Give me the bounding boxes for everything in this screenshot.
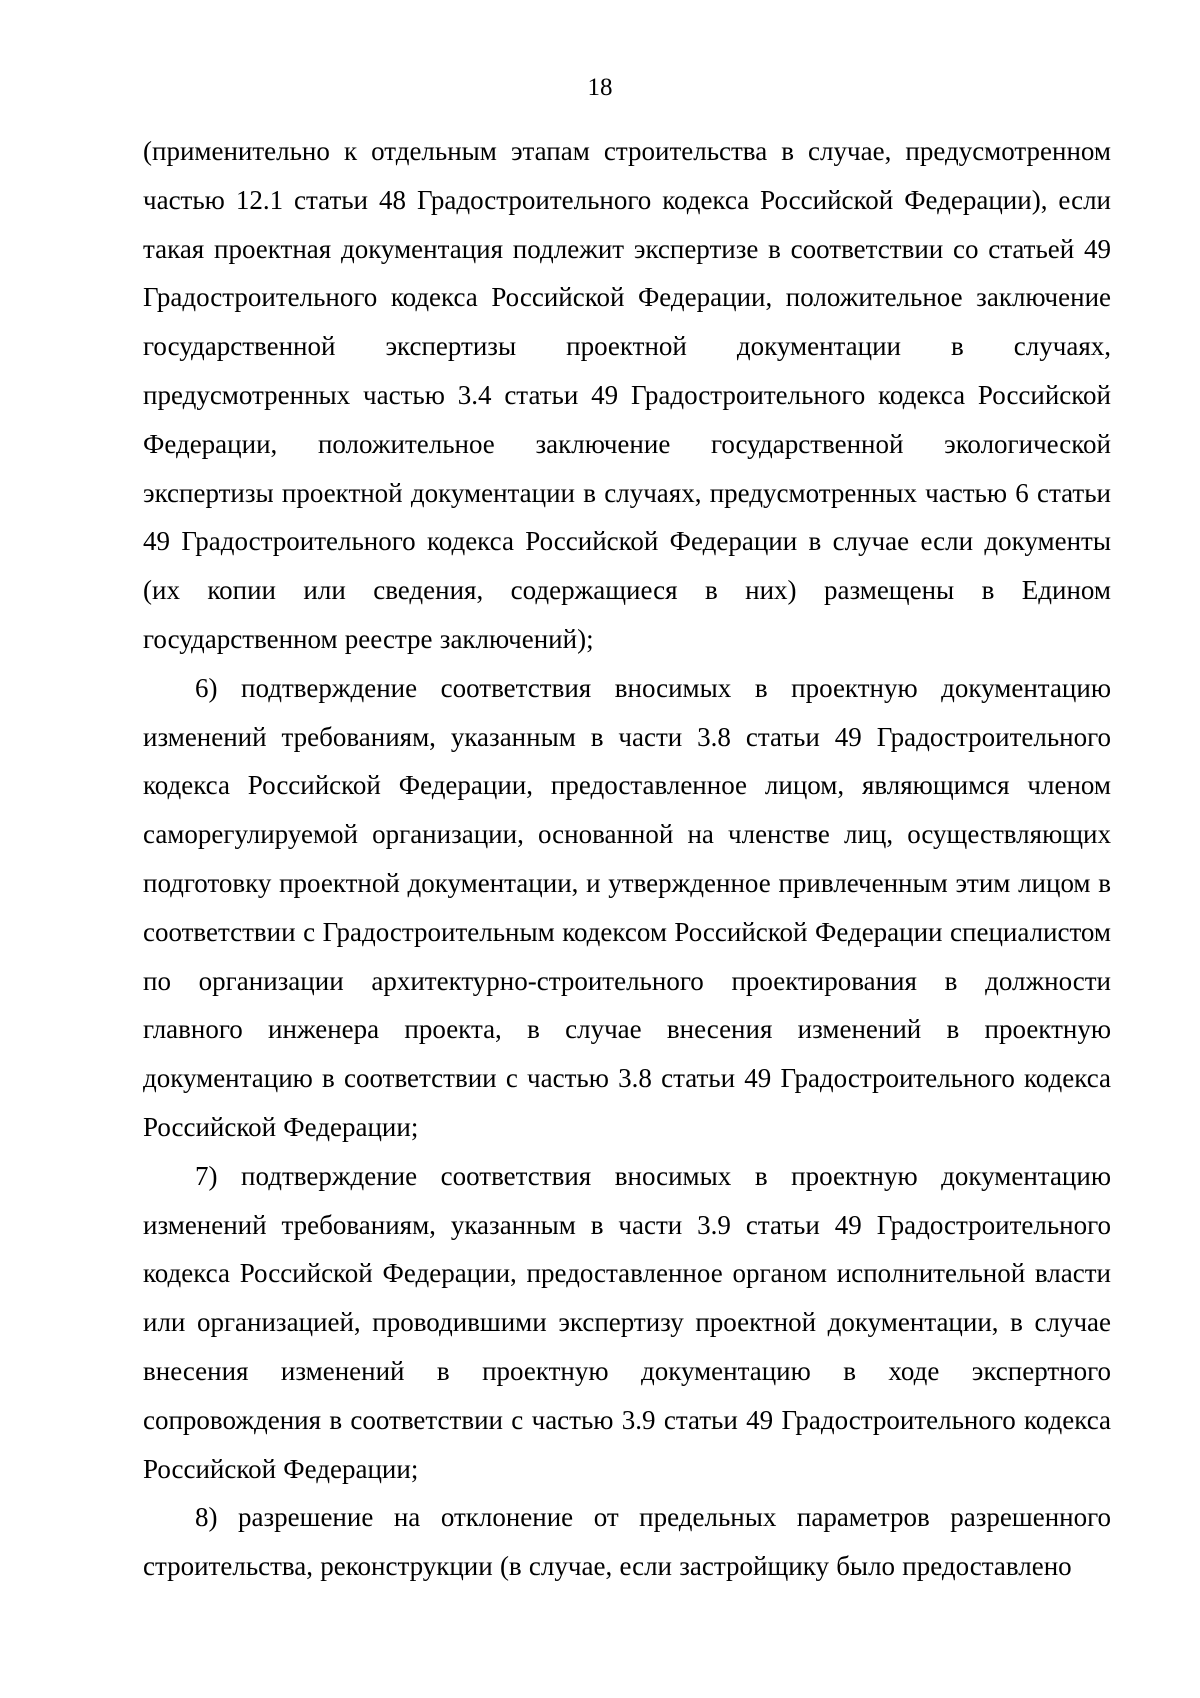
paragraph-item-6: 6) подтверждение соответствия вносимых в проектную документацию изменений требованиям, указанным в части 3.8 статьи 49 Градостроительного кодекса Российской Федерации, предоставленное лицом, являющимся членом саморегулируемой организации, основанной на членстве лиц, осуществляющих подготовку проектной документации, и утвержденное привлеченным этим лицом в соответствии с Градостроительным кодексом Российской Федерации специалистом по организации архитектурно-строительного проектирования в должности главного инженера проекта, в случае внесения изменений в проектную документацию в соответствии с частью 3.8 статьи 49 Градостроительного кодекса Российской Федерации; bbox=[143, 672, 1111, 1142]
paragraph-item-7: 7) подтверждение соответствия вносимых в проектную документацию изменений требованиям, указанным в части 3.9 статьи 49 Градостроительного кодекса Российской Федерации, предоставленное органом исполнительной власти или организацией, проводившими экспертизу проектной документации, в случае внесения изменений в проектную документацию в ходе экспертного сопровождения в соответствии с частью 3.9 статьи 49 Градостроительного кодекса Российской Федерации; bbox=[143, 1160, 1111, 1484]
paragraph-continuation: (применительно к отдельным этапам строительства в случае, предусмотренном частью 12.1 статьи 48 Градостроительного кодекса Российской Федерации), если такая проектная документация подлежит экспертизе в соответствии со статьей 49 Градостроительного кодекса Российской Федерации, положительное заключение государственной экспертизы проектной документации в случаях, предусмотренных частью 3.4 статьи 49 Градостроительного кодекса Российской Федерации, положительное заключение государственной экологической экспертизы проектной документации в случаях, предусмотренных частью 6 статьи 49 Градостроительного кодекса Российской Федерации в случае если документы (их копии или сведения, содержащиеся в них) размещены в Едином государственном реестре заключений); bbox=[143, 136, 1111, 654]
page-number: 18 bbox=[587, 74, 613, 101]
document-body bbox=[143, 127, 1111, 1591]
paragraph-item-8: 8) разрешение на отклонение от предельных параметров разрешенного строительства, реконструкции (в случае, если застройщику было предоставлено bbox=[143, 1502, 1111, 1582]
